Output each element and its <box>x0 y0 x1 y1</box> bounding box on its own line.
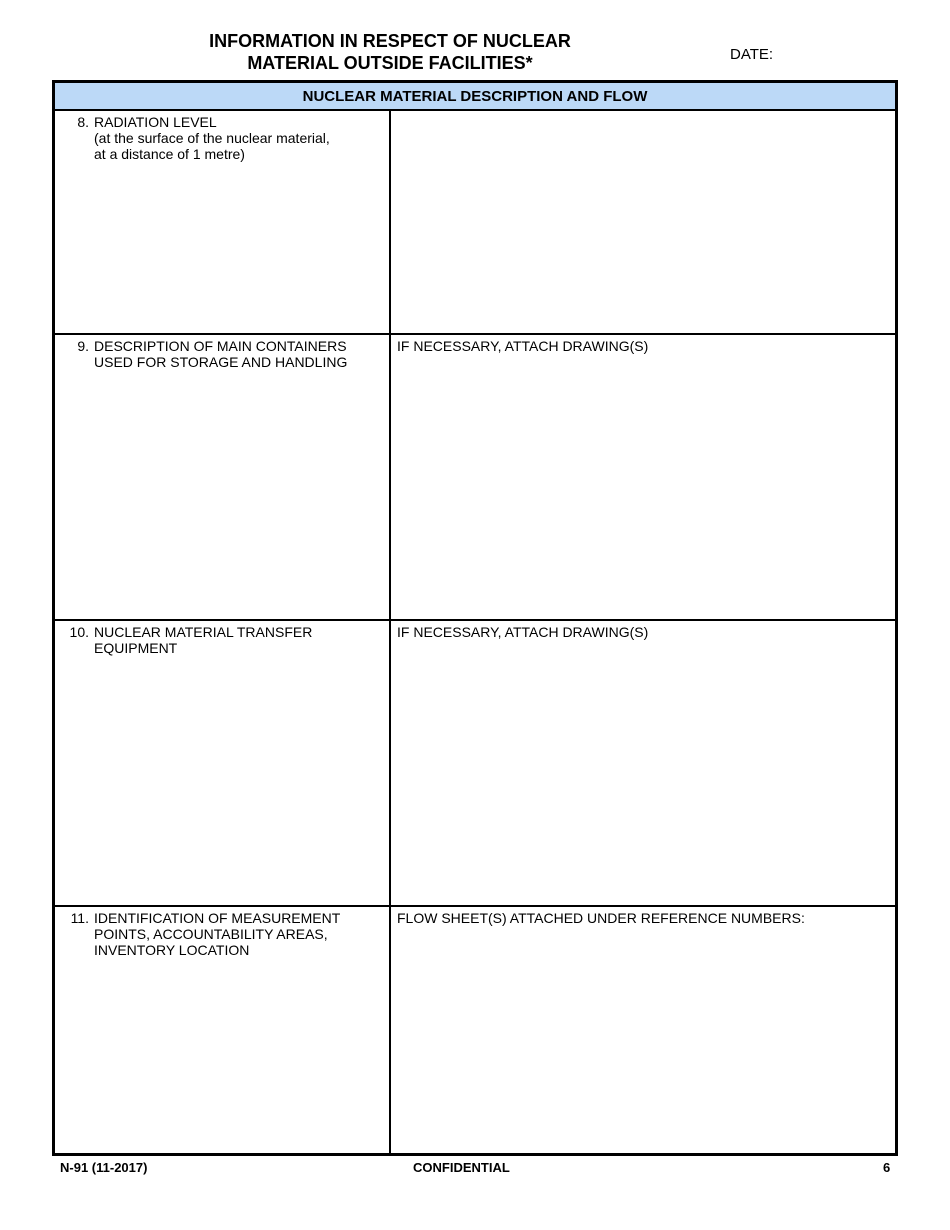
item-number: 9. <box>77 338 89 354</box>
field-label-cell <box>55 335 391 619</box>
form-row-transfer-equipment <box>55 621 895 907</box>
item-label-line: DESCRIPTION OF MAIN CONTAINERS <box>94 338 347 354</box>
field-label-cell <box>55 111 391 333</box>
field-label-cell <box>55 621 391 905</box>
item-label-line: IDENTIFICATION OF MEASUREMENT <box>94 910 341 926</box>
main-containers-input-cell[interactable]: IF NECESSARY, ATTACH DRAWING(S) <box>397 338 649 354</box>
date-label: DATE: <box>730 46 774 63</box>
form-row-main-containers <box>55 335 895 621</box>
field-label-cell <box>55 907 391 1153</box>
classification-label: CONFIDENTIAL <box>413 1160 510 1175</box>
item-label <box>94 338 386 370</box>
item-label-line: INVENTORY LOCATION <box>94 942 250 958</box>
item-label-line: EQUIPMENT <box>94 640 178 656</box>
item-label <box>94 114 386 162</box>
item-label-line: POINTS, ACCOUNTABILITY AREAS, <box>94 926 328 942</box>
page-number: 6 <box>883 1160 891 1175</box>
item-number: 10. <box>69 624 89 640</box>
form-title <box>190 30 590 74</box>
measurement-points-input-cell[interactable]: FLOW SHEET(S) ATTACHED UNDER REFERENCE NUMBERS: <box>397 910 805 926</box>
item-number: 11. <box>70 910 89 926</box>
form-row-radiation-level <box>55 111 895 335</box>
form-table <box>52 80 898 1156</box>
form-title-line-2: MATERIAL OUTSIDE FACILITIES* <box>247 53 533 73</box>
item-label-line: at a distance of 1 metre) <box>94 146 245 162</box>
section-header: NUCLEAR MATERIAL DESCRIPTION AND FLOW <box>55 83 895 111</box>
item-label-line: NUCLEAR MATERIAL TRANSFER <box>94 624 313 640</box>
item-number: 8. <box>77 114 89 130</box>
item-label-line: RADIATION LEVEL <box>94 114 217 130</box>
item-label-line: (at the surface of the nuclear material, <box>94 130 330 146</box>
form-row-measurement-points <box>55 907 895 1153</box>
item-label-line: USED FOR STORAGE AND HANDLING <box>94 354 348 370</box>
item-label <box>94 910 386 958</box>
item-label <box>94 624 386 656</box>
form-title-line-1: INFORMATION IN RESPECT OF NUCLEAR <box>209 31 571 51</box>
radiation-level-input-cell[interactable] <box>391 111 895 333</box>
form-code: N-91 (11-2017) <box>60 1160 148 1175</box>
transfer-equipment-input-cell[interactable]: IF NECESSARY, ATTACH DRAWING(S) <box>397 624 649 640</box>
